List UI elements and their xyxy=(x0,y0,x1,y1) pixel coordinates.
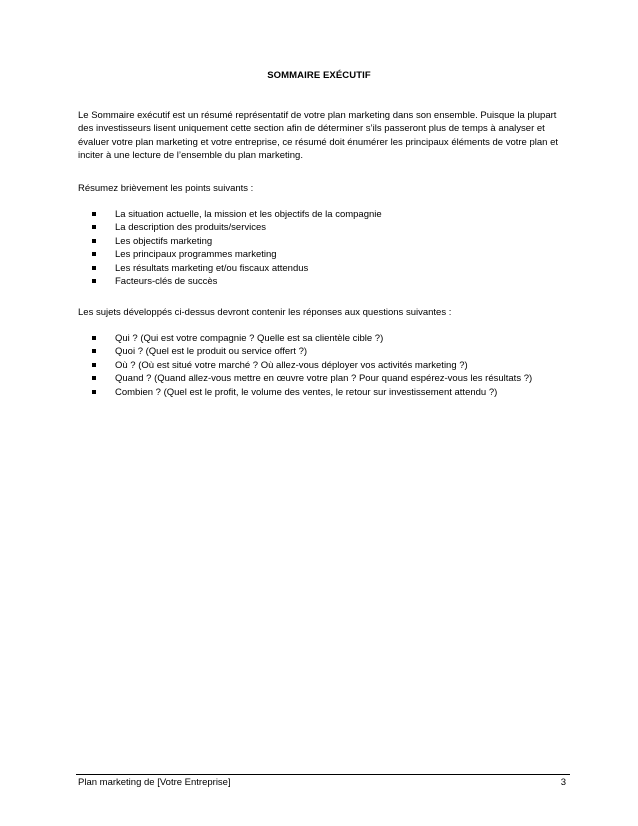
list-item-text: Qui ? (Qui est votre compagnie ? Quelle est sa clientèle cible ?) xyxy=(115,333,384,344)
list-item xyxy=(78,248,568,261)
list-item xyxy=(78,221,568,234)
list-item xyxy=(78,359,568,372)
questions-list xyxy=(78,332,568,399)
bullet-square-icon xyxy=(92,390,96,394)
bullet-square-icon xyxy=(92,225,96,229)
questions-prompt: Les sujets développés ci-dessus devront contenir les réponses aux questions suivantes : xyxy=(78,307,452,318)
list-item xyxy=(78,345,568,358)
list-item xyxy=(78,372,568,385)
intro-paragraph: Le Sommaire exécutif est un résumé représentatif de votre plan marketing dans son ensemble. Puisque la plupart des investisseurs lisent uniquement cette section afin de déterminer s’ils passeront plus de temps à analyser et évaluer votre plan marketing et votre entreprise, ce résumé doit énumérer les principaux éléments de votre plan et inciter à une lecture de l’ensemble du plan marketing. xyxy=(78,110,558,162)
list-item-text: La description des produits/services xyxy=(115,222,267,234)
list-item xyxy=(78,235,568,248)
bullet-square-icon xyxy=(92,239,96,243)
list-item-text: Les objectifs marketing xyxy=(115,235,213,247)
bullet-square-icon xyxy=(92,376,96,380)
bullet-square-icon xyxy=(92,336,96,340)
footer-page-number: 3 xyxy=(560,777,566,788)
list-item xyxy=(78,262,568,275)
section-title: SOMMAIRE EXÉCUTIF xyxy=(267,70,371,81)
bullet-square-icon xyxy=(92,363,96,367)
list-item-text: Combien ? (Quel est le profit, le volume des ventes, le retour sur investissement attendu ?) xyxy=(115,386,498,398)
bullet-square-icon xyxy=(92,252,96,256)
summary-prompt: Résumez brièvement les points suivants : xyxy=(78,183,254,194)
list-item-text: Où ? (Où est situé votre marché ? Où allez-vous déployer vos activités marketing ?) xyxy=(115,359,468,371)
list-item-text: Facteurs-clés de succès xyxy=(115,276,218,288)
list-item-text: Les résultats marketing et/ou fiscaux attendus xyxy=(115,262,309,274)
footer-divider xyxy=(76,774,570,775)
list-item xyxy=(78,386,568,399)
bullet-square-icon xyxy=(92,266,96,270)
list-item-text: Quand ? (Quand allez-vous mettre en œuvre votre plan ? Pour quand espérez-vous les résultats ?) xyxy=(115,373,533,385)
footer-document-title: Plan marketing de [Votre Entreprise] xyxy=(78,777,231,788)
summary-points-list xyxy=(78,208,568,288)
list-item-text: La situation actuelle, la mission et les objectifs de la compagnie xyxy=(115,209,382,220)
list-item-text: Les principaux programmes marketing xyxy=(115,249,277,261)
list-item-text: Quoi ? (Quel est le produit ou service offert ?) xyxy=(115,346,308,358)
bullet-square-icon xyxy=(92,349,96,353)
list-item xyxy=(78,275,568,288)
list-item xyxy=(78,332,568,345)
list-item xyxy=(78,208,568,221)
bullet-square-icon xyxy=(92,212,96,216)
bullet-square-icon xyxy=(92,279,96,283)
